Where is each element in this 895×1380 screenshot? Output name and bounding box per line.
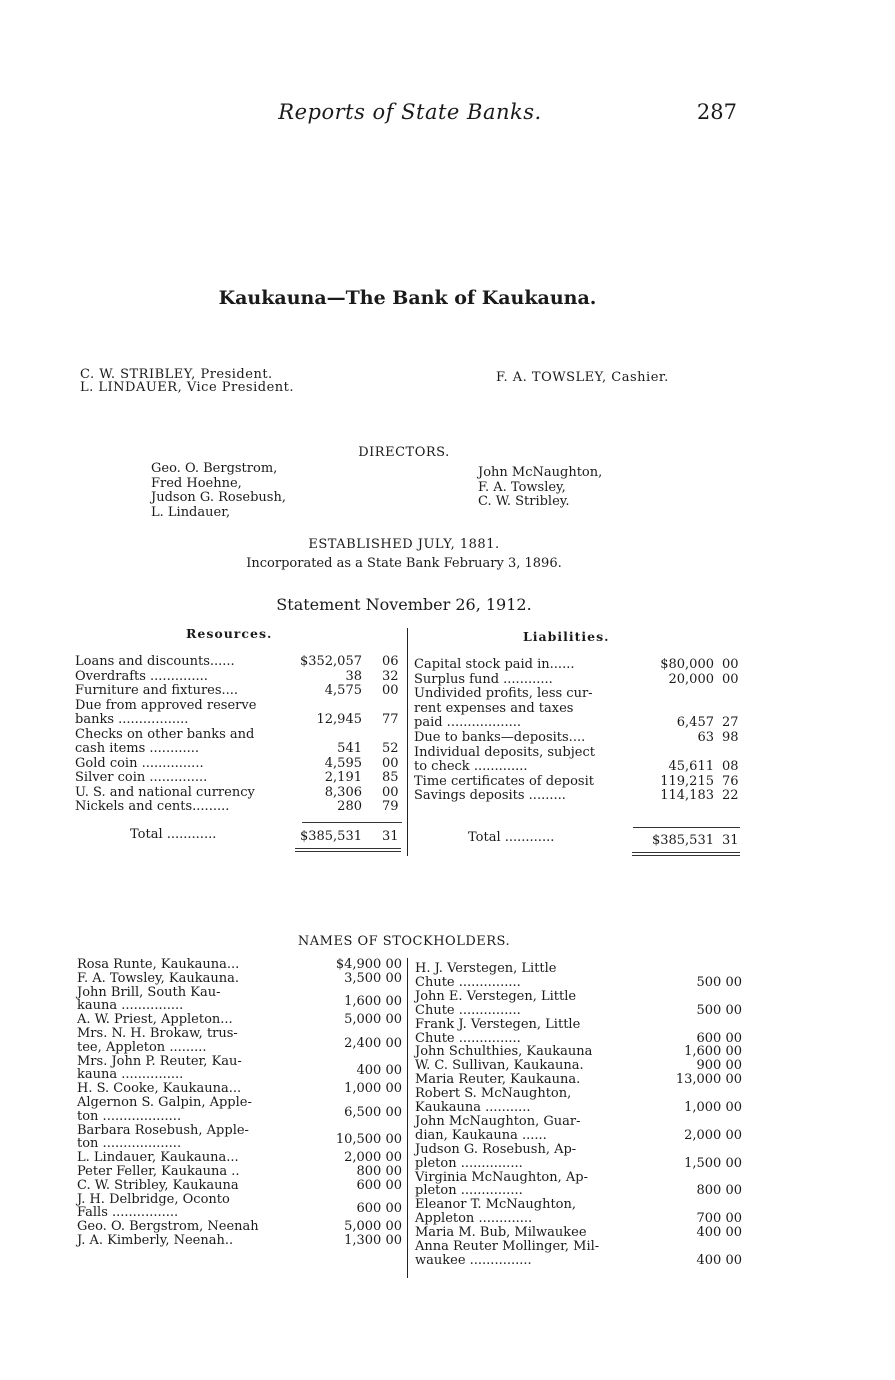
stockholder-name: kauna ............... (77, 998, 184, 1014)
stockholder-amount: 1,000 00 (344, 1081, 402, 1097)
resources-row-dollars: 541 (337, 741, 362, 756)
liabilities-row-label: Savings deposits ......... (414, 788, 566, 804)
stockholder-name: kauna ............... (77, 1067, 184, 1083)
stockholder-name: John Schulthies, Kaukauna (415, 1044, 593, 1060)
stockholder-name: H. J. Verstegen, Little (415, 961, 557, 976)
liabilities-row-label: Due to banks—deposits.... (414, 730, 586, 745)
stockholder-amount: 800 00 (356, 1164, 402, 1179)
resources-row-cents: 00 (382, 755, 399, 771)
resources-row-dollars: 280 (337, 799, 362, 814)
resources-row-label: Due from approved reserve (75, 697, 257, 713)
stockholder-name: dian, Kaukauna ...... (415, 1127, 547, 1143)
stockholder-name: ton ................... (77, 1136, 182, 1152)
stockholder-amount: 6,500 00 (344, 1104, 402, 1120)
stockholder-amount: $4,900 00 (335, 957, 402, 972)
stockholders-heading: NAMES OF STOCKHOLDERS. (297, 934, 511, 949)
director-name: Judson G. Rosebush, (151, 490, 286, 505)
liabilities-total-dollars: $385,531 (651, 833, 714, 848)
liabilities-row-label: rent expenses and taxes (414, 700, 574, 716)
officer-vice-president: L. LINDAUER, Vice President. (80, 380, 295, 395)
resources-row-label: banks ................. (75, 712, 189, 727)
stockholder-name: Maria M. Bub, Milwaukee (415, 1225, 587, 1241)
stockholder-amount: 500 00 (696, 974, 742, 990)
stockholder-name: Anna Reuter Mollinger, Mil- (415, 1239, 600, 1254)
stockholder-name: Chute ............... (415, 1002, 521, 1018)
stockholder-amount: 10,500 00 (335, 1132, 402, 1148)
resources-heading: Resources. (186, 626, 273, 641)
stockholder-amount: 600 00 (696, 1030, 742, 1046)
resources-row-dollars: 12,945 (316, 712, 362, 727)
resources-row-cents: 32 (382, 668, 399, 684)
established-line: ESTABLISHED JULY, 1881. (308, 537, 500, 552)
stockholder-amount: 5,000 00 (344, 1219, 402, 1235)
stockholder-name: John McNaughton, Guar- (415, 1113, 581, 1129)
directors-right-list (478, 466, 602, 510)
stockholder-amount: 1,600 00 (344, 994, 402, 1010)
stockholder-name: waukee ............... (415, 1252, 532, 1268)
resources-total-double-rule (295, 848, 401, 852)
stockholder-amount: 700 00 (696, 1211, 742, 1227)
resources-row-cents: 06 (382, 654, 399, 669)
liabilities-row-cents: 98 (722, 730, 739, 745)
stockholder-name: tee, Appleton ......... (77, 1039, 207, 1055)
stockholder-name: pleton ............... (415, 1183, 523, 1199)
director-name: C. W. Stribley. (478, 494, 570, 509)
stockholder-amount: 1,600 00 (684, 1044, 742, 1060)
stockholder-name: Kaukauna ........... (415, 1100, 531, 1115)
resources-total-rule (302, 822, 402, 823)
liabilities-row-label: Time certificates of deposit (414, 773, 594, 789)
director-name: John McNaughton, (478, 465, 603, 480)
stockholder-name: pleton ............... (415, 1155, 523, 1171)
liabilities-row-label: Surplus fund ............ (414, 671, 553, 687)
stockholder-amount: 800 00 (696, 1183, 742, 1199)
resources-row-dollars: 2,191 (324, 770, 362, 785)
stockholder-name: H. S. Cooke, Kaukauna... (77, 1081, 242, 1097)
statement-column-divider (407, 628, 408, 856)
liabilities-total-label: Total ............ (468, 830, 555, 845)
stockholder-name: F. A. Towsley, Kaukauna. (77, 970, 240, 986)
resources-total-label: Total ............ (130, 827, 217, 842)
resources-row-label: Nickels and cents......... (75, 799, 230, 814)
liabilities-row-label: paid .................. (414, 715, 522, 731)
resources-row-cents: 00 (382, 683, 399, 698)
stockholder-name: L. Lindauer, Kaukauna... (77, 1150, 239, 1166)
resources-row-cents: 52 (382, 741, 399, 756)
stockholder-amount: 600 00 (356, 1201, 402, 1217)
liabilities-total-double-rule (632, 852, 740, 856)
stockholder-name: Appleton ............. (415, 1211, 533, 1227)
stockholders-column-divider (407, 958, 408, 1278)
stockholder-name: A. W. Priest, Appleton... (77, 1012, 233, 1028)
liabilities-row-label: Individual deposits, subject (414, 744, 595, 760)
liabilities-row-cents: 00 (722, 671, 739, 687)
stockholder-amount: 900 00 (696, 1058, 742, 1074)
resources-row-dollars: 4,575 (324, 683, 362, 698)
directors-heading: DIRECTORS. (358, 445, 450, 460)
running-header-title: Reports of State Banks. (278, 100, 542, 124)
liabilities-total-rule (633, 827, 740, 828)
resources-row-cents: 00 (382, 784, 399, 800)
resources-row-label: Silver coin .............. (75, 770, 208, 785)
stockholder-name: Chute ............... (415, 974, 521, 990)
resources-row-label: cash items ............ (75, 741, 200, 756)
directors-left-list (151, 462, 286, 520)
liabilities-row-dollars: 45,611 (668, 759, 714, 775)
liabilities-row-cents: 76 (722, 773, 739, 789)
liabilities-row-dollars: 6,457 (676, 715, 714, 731)
liabilities-row-cents: 08 (722, 759, 739, 775)
stockholder-amount: 500 00 (696, 1002, 742, 1018)
incorporated-line: Incorporated as a State Bank February 3, 1896. (246, 556, 562, 571)
stockholder-name: Rosa Runte, Kaukauna... (77, 957, 240, 972)
stockholder-amount: 3,500 00 (344, 970, 402, 986)
director-name: F. A. Towsley, (478, 479, 566, 495)
stockholder-amount: 2,400 00 (344, 1035, 402, 1051)
stockholder-name: Mrs. N. H. Brokaw, trus- (77, 1026, 238, 1041)
resources-row-cents: 79 (382, 799, 399, 814)
stockholder-amount: 600 00 (356, 1177, 402, 1193)
stockholder-amount: 13,000 00 (675, 1072, 742, 1088)
stockholder-amount: 400 00 (696, 1252, 742, 1268)
stockholder-name: Virginia McNaughton, Ap- (415, 1169, 588, 1185)
stockholder-name: Eleanor T. McNaughton, (415, 1197, 577, 1213)
stockholder-name: Geo. O. Bergstrom, Neenah (77, 1219, 259, 1235)
liabilities-row-dollars: 114,183 (660, 788, 714, 804)
liabilities-row-label: Capital stock paid in...... (414, 657, 575, 672)
page-number: 287 (696, 100, 737, 124)
stockholder-amount: 2,000 00 (684, 1127, 742, 1143)
stockholder-amount: 1,000 00 (684, 1100, 742, 1115)
resources-row-dollars: 38 (345, 668, 362, 684)
stockholder-name: C. W. Stribley, Kaukauna (77, 1177, 239, 1193)
resources-row-label: U. S. and national currency (75, 784, 255, 800)
resources-row-label: Loans and discounts...... (75, 654, 235, 669)
bank-title: Kaukauna—The Bank of Kaukauna. (218, 287, 597, 309)
stockholder-amount: 1,500 00 (684, 1155, 742, 1171)
stockholder-name: Chute ............... (415, 1030, 521, 1046)
statement-title: Statement November 26, 1912. (276, 595, 532, 614)
liabilities-row-dollars: $80,000 (660, 657, 714, 672)
stockholder-name: J. H. Delbridge, Oconto (77, 1191, 230, 1207)
liabilities-row-dollars: 20,000 (668, 671, 714, 687)
stockholder-name: John E. Verstegen, Little (415, 988, 577, 1004)
stockholder-name: Robert S. McNaughton, (415, 1086, 572, 1102)
liabilities-row-label: Undivided profits, less cur- (414, 686, 593, 702)
resources-row-dollars: 8,306 (324, 784, 362, 800)
resources-row-label: Gold coin ............... (75, 755, 204, 771)
stockholder-name: ton ................... (77, 1108, 182, 1124)
stockholder-amount: 1,300 00 (344, 1233, 402, 1248)
liabilities-row-dollars: 63 (697, 730, 714, 745)
stockholder-name: Mrs. John P. Reuter, Kau- (77, 1053, 242, 1069)
resources-row-cents: 77 (382, 712, 399, 727)
liabilities-total-cents: 31 (722, 833, 739, 848)
stockholder-amount: 2,000 00 (344, 1150, 402, 1166)
resources-row-label: Furniture and fixtures.... (75, 683, 239, 698)
director-name: Fred Hoehne, (151, 475, 242, 491)
resources-row-dollars: 4,595 (324, 755, 362, 771)
stockholder-name: John Brill, South Kau- (77, 984, 221, 1000)
stockholder-amount: 400 00 (696, 1225, 742, 1241)
resources-total-dollars: $385,531 (299, 829, 362, 844)
liabilities-heading: Liabilities. (523, 629, 610, 644)
resources-row-label: Overdrafts .............. (75, 668, 208, 684)
stockholder-name: Algernon S. Galpin, Apple- (77, 1095, 252, 1110)
resources-total-cents: 31 (382, 829, 399, 844)
liabilities-row-cents: 27 (722, 715, 739, 731)
stockholder-name: Falls ................ (77, 1205, 179, 1221)
liabilities-row-cents: 22 (722, 788, 739, 804)
resources-row-label: Checks on other banks and (75, 726, 255, 742)
liabilities-row-cents: 00 (722, 657, 739, 672)
stockholder-name: Peter Feller, Kaukauna .. (77, 1164, 240, 1179)
resources-row-cents: 85 (382, 770, 399, 785)
officer-cashier: F. A. TOWSLEY, Cashier. (496, 370, 669, 385)
stockholder-name: J. A. Kimberly, Neenah.. (77, 1233, 234, 1248)
liabilities-row-dollars: 119,215 (660, 773, 714, 789)
liabilities-row-label: to check ............. (414, 759, 528, 775)
stockholder-name: Maria Reuter, Kaukauna. (415, 1072, 581, 1088)
stockholder-amount: 400 00 (356, 1063, 402, 1079)
officer-president: C. W. STRIBLEY, President. (80, 367, 273, 382)
stockholder-name: Barbara Rosebush, Apple- (77, 1122, 249, 1138)
director-name: Geo. O. Bergstrom, (151, 461, 278, 476)
stockholder-amount: 5,000 00 (344, 1012, 402, 1028)
stockholder-name: Judson G. Rosebush, Ap- (415, 1141, 577, 1157)
stockholder-name: Frank J. Verstegen, Little (415, 1016, 581, 1032)
resources-row-dollars: $352,057 (299, 654, 362, 669)
stockholder-name: W. C. Sullivan, Kaukauna. (415, 1058, 584, 1074)
director-name: L. Lindauer, (151, 504, 231, 520)
